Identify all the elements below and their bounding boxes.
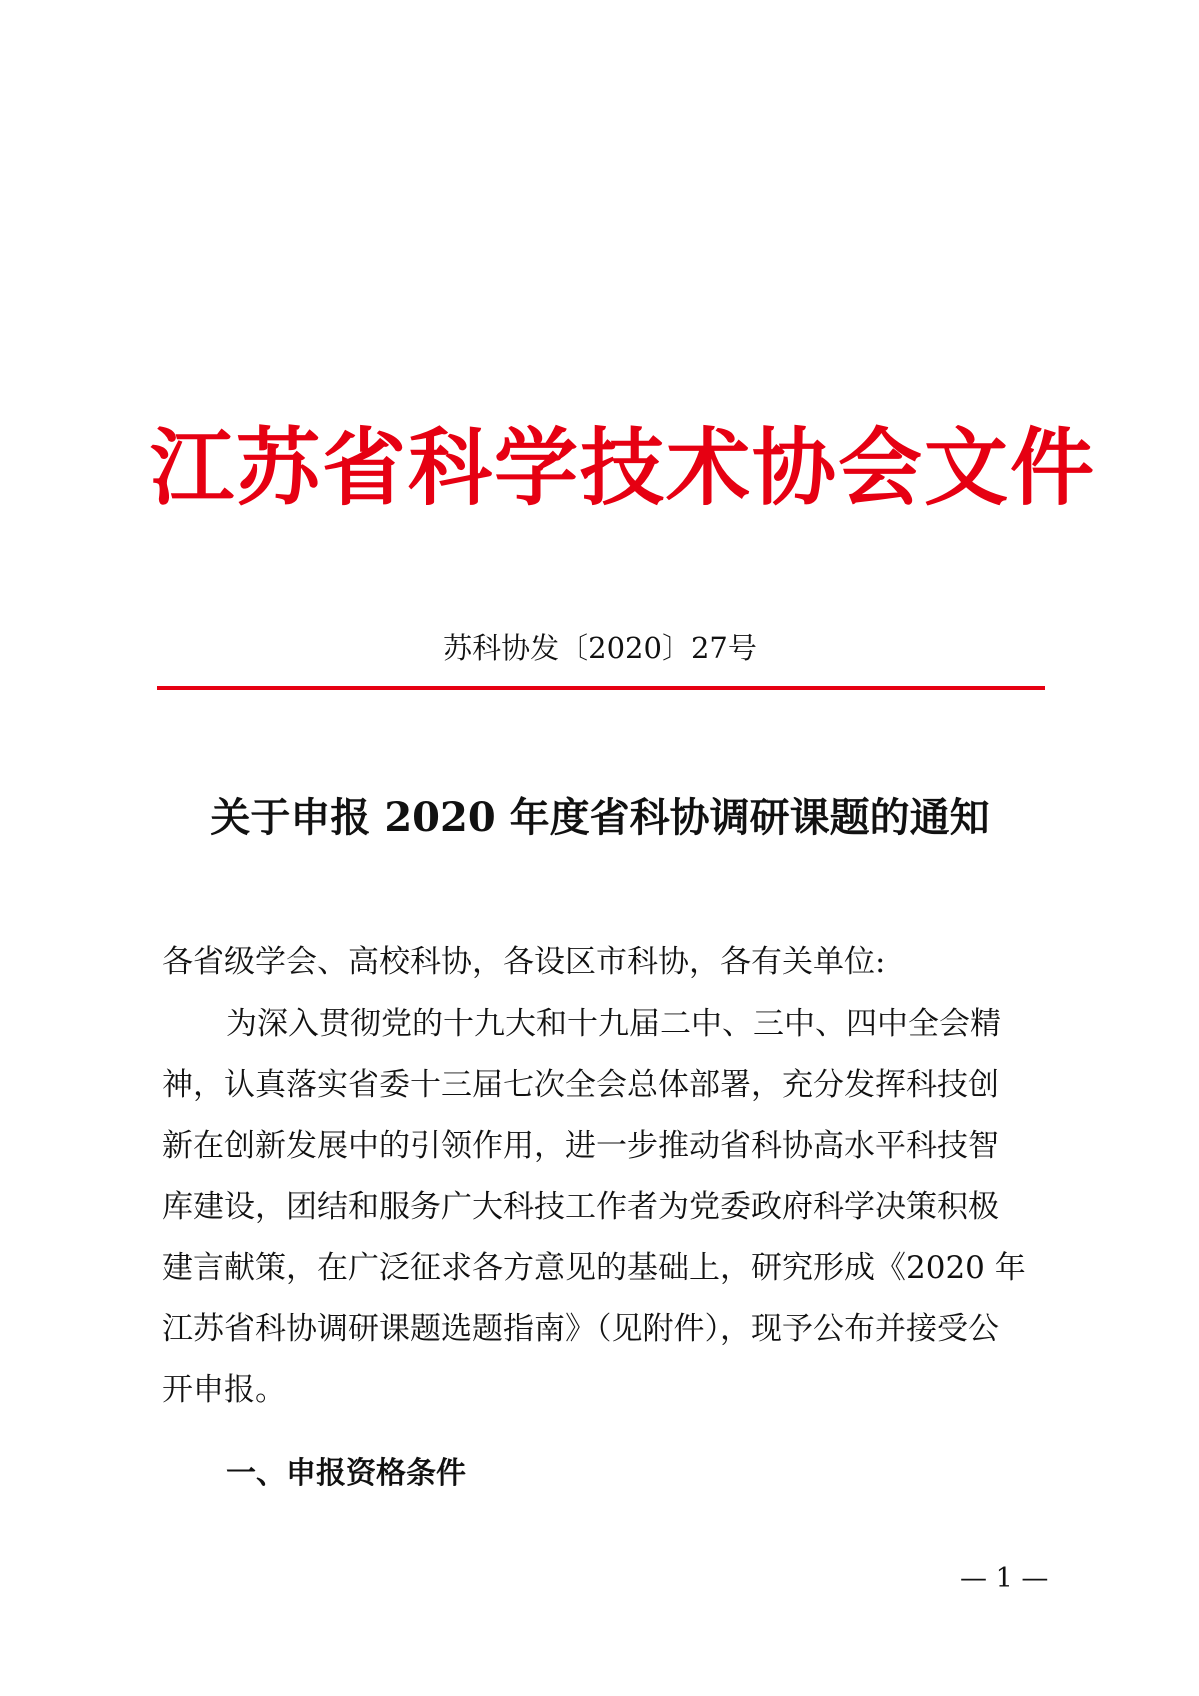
body-line: 库建设，团结和服务广大科技工作者为党委政府科学决策积极 <box>162 1189 999 1225</box>
body-line: 新在创新发展中的引领作用，进一步推动省科协高水平科技智 <box>162 1128 999 1164</box>
notice-title: 关于申报 2020 年度省科协调研课题的通知 <box>210 794 990 841</box>
salutation: 各省级学会、高校科协，各设区市科协，各有关单位: <box>162 944 886 980</box>
page-number: — 1 — <box>960 1563 1049 1594</box>
body-line: 神，认真落实省委十三届七次全会总体部署，充分发挥科技创 <box>162 1067 999 1103</box>
body-line: 建言献策，在广泛征求各方意见的基础上，研究形成《2020 年 <box>162 1250 1026 1286</box>
body-line: 开申报。 <box>162 1372 286 1408</box>
body-line: 为深入贯彻党的十九大和十九届二中、三中、四中全会精 <box>226 1006 1001 1042</box>
body-line: 江苏省科协调研课题选题指南》（见附件），现予公布并接受公 <box>162 1311 999 1347</box>
section-heading: 一、申报资格条件 <box>226 1456 466 1491</box>
document-number: 苏科协发〔2020〕27号 <box>443 631 757 665</box>
red-divider-line <box>157 686 1045 690</box>
masthead-title: 江苏省科学技术协会文件 <box>150 419 1097 517</box>
